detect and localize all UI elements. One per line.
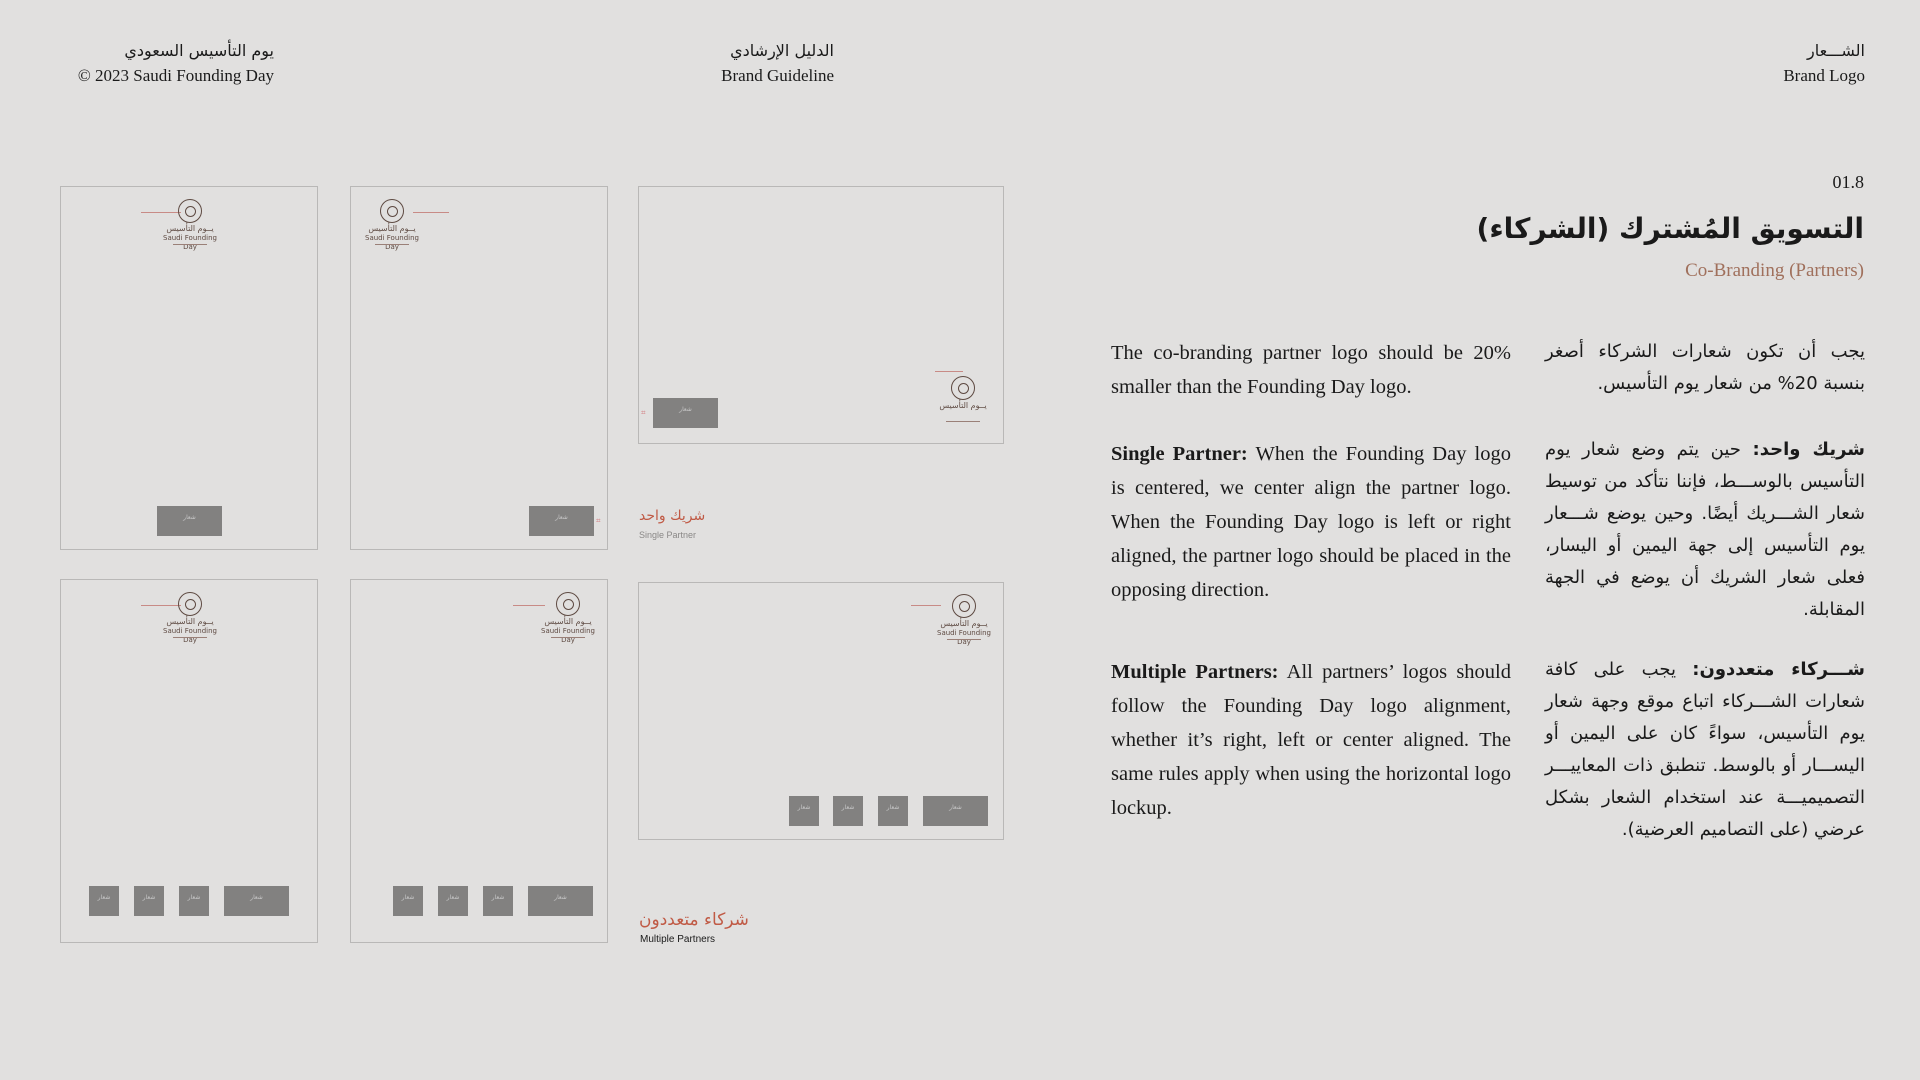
english-paragraph-3 (1111, 655, 1511, 825)
arabic-label-single: شريك واحد: (1752, 439, 1865, 460)
example-single-left: يــوم التأسيس Saudi Founding Day شعار ⌗ (350, 186, 608, 550)
arabic-text-multi: يجب على كافة شعارات الشـــركاء اتباع موقع وجهة شعار يوم التأسيس، سواءً كان على اليمين أو اليســـار أو بالوسط. تنطبق ذات المعاييـــر التصميميـــة عند استخدام الشعار بشكل عرضي (على التصاميم العرضية). (1545, 659, 1865, 840)
emblem-icon (951, 376, 975, 400)
header-mid-en: Brand Guideline (721, 66, 834, 85)
partner-logo-box: شعار (438, 886, 468, 916)
logo-text-ar: يــوم التأسيس (940, 619, 988, 628)
partner-logo-ar: شعار (555, 514, 568, 521)
partner-logo-ar: شعار (183, 514, 196, 521)
emblem-icon (556, 592, 580, 616)
logo-text-ar: يــوم التأسيس (166, 224, 214, 233)
english-text-multi: All partners’ logos should follow the Founding Day logo alignment, whether it’s right, left or center aligned. The same rules apply when using the horizontal logo lockup. (1111, 661, 1512, 819)
founding-day-logo (929, 594, 999, 650)
english-label-multi: Multiple Partners: (1111, 661, 1279, 683)
caption-multi-en: Multiple Partners (640, 934, 716, 945)
header-mid (680, 38, 834, 88)
partner-logo-box: شعار (923, 796, 988, 826)
founding-day-logo (155, 199, 225, 255)
emblem-icon (380, 199, 404, 223)
logo-text-ar: يــوم التأسيس (166, 617, 214, 626)
partner-logo-box (529, 506, 594, 536)
logo-text-en: Saudi Founding Day (365, 234, 419, 251)
founding-day-logo (928, 376, 998, 432)
example-multi-center (60, 579, 318, 943)
partner-logo-box (653, 398, 718, 428)
header-right-en: Brand Logo (1783, 66, 1865, 85)
logo-text-ar: يــوم التأسيس (544, 617, 592, 626)
arabic-paragraph-3 (1545, 654, 1865, 846)
header-left-en: © 2023 Saudi Founding Day (77, 66, 274, 85)
arabic-paragraph-1: يجب أن تكون شعارات الشركاء أصغر بنسبة 20% من شعار يوم التأسيس. (1545, 341, 1865, 394)
example-single-center (60, 186, 318, 550)
section-number: 01.8 (1832, 172, 1864, 192)
logo-text-ar: يــوم التأسيس (368, 224, 416, 233)
example-multi-landscape (638, 582, 1004, 840)
example-single-landscape: يــوم التأسيس ⌗ شعار (638, 186, 1004, 444)
emblem-icon (952, 594, 976, 618)
partner-logo-ar: شعار (679, 406, 692, 413)
logo-text-ar: يــوم التأسيس (939, 401, 987, 410)
partner-logo-box: شعار (528, 886, 593, 916)
header-left (52, 38, 274, 88)
arabic-text-single: حين يتم وضع شعار يوم التأسيس بالوســـط، فإننا نتأكد من توسيط شعار الشـــريك أيضًا. وحين يوضع شـــعار يوم التأسيس إلى جهة اليمين أو اليسار، فعلى شعار الشريك أن يوضع في الجهة المقابلة. (1545, 439, 1865, 620)
page-title-ar: التسويق المُشترك (الشركاء) (1476, 212, 1864, 245)
partner-logo-box: شعار (134, 886, 164, 916)
caption-single-ar: شريك واحد (639, 508, 706, 524)
caption-multi-ar: شركاء متعددون (639, 910, 749, 930)
header-right (1660, 38, 1865, 88)
english-text-single: When the Founding Day logo is centered, we center align the partner logo. When the Founding Day logo is left or right aligned, the partner logo should be placed in the opposing direction. (1111, 443, 1511, 601)
english-paragraph-2 (1111, 437, 1511, 607)
founding-day-logo (155, 592, 225, 648)
founding-day-logo (533, 592, 603, 648)
header-left-ar: يوم التأسيس السعودي (124, 41, 274, 60)
logo-text-en: Saudi Founding Day (163, 234, 217, 251)
example-multi-right (350, 579, 608, 943)
partner-logo-box: شعار (878, 796, 908, 826)
logo-text-en: Saudi Founding Day (163, 627, 217, 644)
partner-logo-box (157, 506, 222, 536)
partner-logo-box: شعار (393, 886, 423, 916)
partner-logo-box: شعار (179, 886, 209, 916)
english-paragraph-1: The co-branding partner logo should be 20% smaller than the Founding Day logo. (1111, 342, 1511, 398)
logo-text-en: Saudi Founding Day (937, 629, 991, 646)
caption-single-en: Single Partner (639, 530, 697, 540)
page-title-en: Co-Branding (Partners) (1685, 260, 1864, 281)
partner-logo-box: شعار (833, 796, 863, 826)
arabic-label-multi: شـــركاء متعددون: (1692, 659, 1865, 680)
partner-logo-box: شعار (789, 796, 819, 826)
partner-logo-box: شعار (89, 886, 119, 916)
partner-logo-box: شعار (224, 886, 289, 916)
logo-text-en: Saudi Founding Day (541, 627, 595, 644)
arabic-paragraph-2 (1545, 434, 1865, 626)
emblem-icon (178, 199, 202, 223)
emblem-icon (178, 592, 202, 616)
english-label-single: Single Partner: (1111, 443, 1248, 465)
partner-logo-box: شعار (483, 886, 513, 916)
header-right-ar: الشـــعار (1807, 41, 1865, 60)
header-mid-ar: الدليل الإرشادي (730, 41, 834, 60)
founding-day-logo (357, 199, 427, 255)
